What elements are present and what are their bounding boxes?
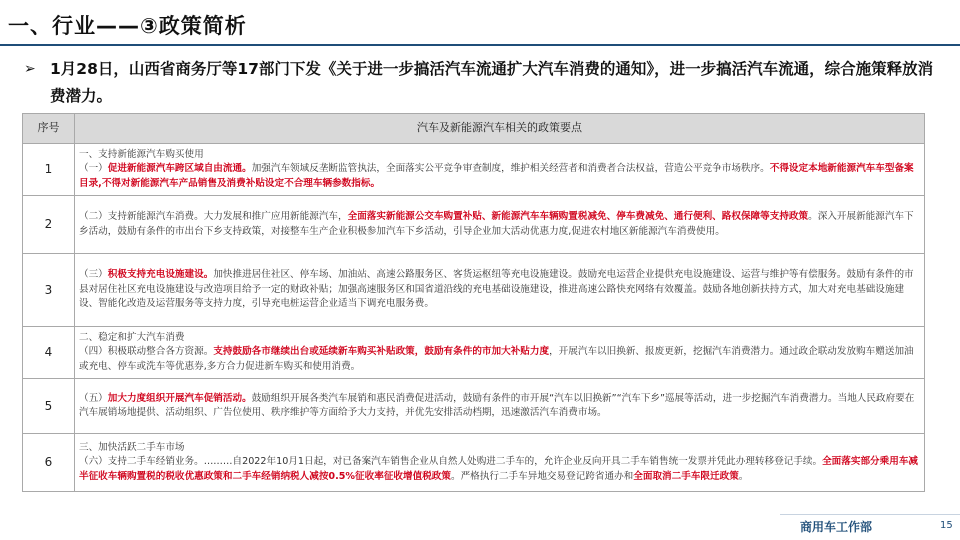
highlight-text: 加大力度组织开展汽车促销活动。: [107, 392, 252, 404]
table-row: [23, 434, 925, 492]
footer-divider: [780, 514, 960, 515]
text-segment: 鼓励组织开展各类汽车展销和惠民消费促进活动，鼓励有条件的市开展“汽车以旧换新”“汽车下乡”巡展等活动，进一步挖掘汽车消费潜力。当地人民政府要在汽车展销场地提供、活动组织、广告位使用、秩序维护等方面给予大力支持，并优先安排活动档期，迅速激活汽车消费市场。: [79, 392, 915, 418]
row-content: [75, 327, 925, 379]
row-content: [75, 144, 925, 196]
intro-paragraph: [24, 56, 944, 110]
row-number: 4: [23, 327, 75, 379]
row-number: 3: [23, 254, 75, 327]
arrow-bullet-icon: ➢: [24, 61, 36, 77]
highlight-text: 不得设定本地新能源汽车车型备案目录,不得对新能源汽车产品销售及消费补贴设定不合理车辆参数指标。: [79, 163, 914, 189]
table-header-row: [23, 114, 925, 144]
text-segment: ，开展汽车以旧换新、报废更新，挖掘汽车消费潜力。通过政企联动发放购车赠送加油或充电、停车或洗车等优惠券,多方合力促进新车购买和使用消费。: [79, 346, 914, 372]
row-number: 5: [23, 379, 75, 434]
highlight-text: 全面落实新能源公交车购置补贴、新能源汽车车辆购置税减免、停车费减免、通行便利、路权保障等支持政策: [347, 211, 809, 223]
row-number: 2: [23, 196, 75, 254]
text-segment: 。深入开展新能源汽车下乡活动，鼓励有条件的市出台下乡支持政策，对接整车生产企业积极参加汽车下乡活动，引导企业加大活动优惠力度,促进农村地区新能源汽车消费使用。: [79, 211, 914, 237]
text-segment: 加快推进居住社区、停车场、加油站、高速公路服务区、客货运枢纽等充电设施建设。鼓励充电运营企业提供充电设施建设、运营与维护等有偿服务。鼓励有条件的市县对居住社区充电设施建设与改造项目给予一定的财政补贴；加强高速服务区和国省道沿线的充电基础设施建设，推进高速公路快充网络有效覆盖。鼓励各地创新扶持方式，加大对充电基础设施建设、智能化改造及运营服务等支持力度，引导充电桩运营企业适当下调充电服务费。: [79, 269, 914, 310]
row-content: [75, 196, 925, 254]
highlight-text: 支持鼓励各市继续出台或延续新车购买补贴政策，鼓励有条件的市加大补贴力度: [213, 346, 550, 358]
highlight-text: 全面取消二手车限迁政策: [633, 470, 739, 482]
table-row: [23, 379, 925, 434]
highlight-text: 促进新能源汽车跨区域自由流通。: [107, 163, 252, 175]
text-segment: （五）: [79, 392, 108, 404]
text-segment: （四）积极联动整合各方资源。: [79, 346, 214, 358]
title-divider: [0, 44, 960, 46]
text-segment: （三）: [79, 269, 108, 281]
page-title: 一、行业——③政策简析: [8, 14, 247, 38]
table-row: [23, 327, 925, 379]
page-number: 15: [940, 520, 953, 531]
table-row: [23, 144, 925, 196]
footer-department: 商用车工作部: [800, 520, 873, 534]
text-segment: 加强汽车领域反垄断监管执法，全面落实公平竞争审查制度，维护相关经营者和消费者合法权益，营造公平竞争市场秩序。: [251, 163, 770, 175]
text-segment: （六）支持二手车经销业务。………自2022年10月1日起，对已备案汽车销售企业从自然人处购进二手车的，允许企业反向开具二手车销售统一发票并凭此办理转移登记手续。: [79, 456, 823, 468]
section-heading: 三、加快活跃二手车市场: [79, 441, 185, 453]
highlight-text: 全面落实部分乘用车减半征收车辆购置税的税收优惠政策和二手车经销纳税人减按0.5%征收率征收增值税政策: [79, 456, 919, 482]
text-segment: 。严格执行二手车异地交易登记跨省通办和: [450, 470, 634, 482]
header-index: 序号: [23, 114, 75, 144]
row-content: [75, 434, 925, 492]
row-number: 6: [23, 434, 75, 492]
intro-text: 1月28日，山西省商务厅等17部门下发《关于进一步搞活汽车流通扩大汽车消费的通知》，进一步搞活汽车流通，综合施策释放消费潜力。: [50, 60, 934, 105]
text-segment: （一）: [79, 163, 108, 175]
row-content: [75, 379, 925, 434]
text-segment: 。: [738, 470, 749, 482]
section-heading: 一、支持新能源汽车购买使用: [79, 148, 204, 160]
row-number: 1: [23, 144, 75, 196]
row-content: [75, 254, 925, 327]
text-segment: （二）支持新能源汽车消费。大力发展和推广应用新能源汽车，: [79, 211, 348, 223]
table-row: [23, 254, 925, 327]
section-heading: 二、稳定和扩大汽车消费: [79, 331, 185, 343]
header-policy: 汽车及新能源汽车相关的政策要点: [75, 114, 925, 144]
table-row: [23, 196, 925, 254]
policy-table: [22, 113, 925, 492]
highlight-text: 积极支持充电设施建设。: [107, 269, 214, 281]
